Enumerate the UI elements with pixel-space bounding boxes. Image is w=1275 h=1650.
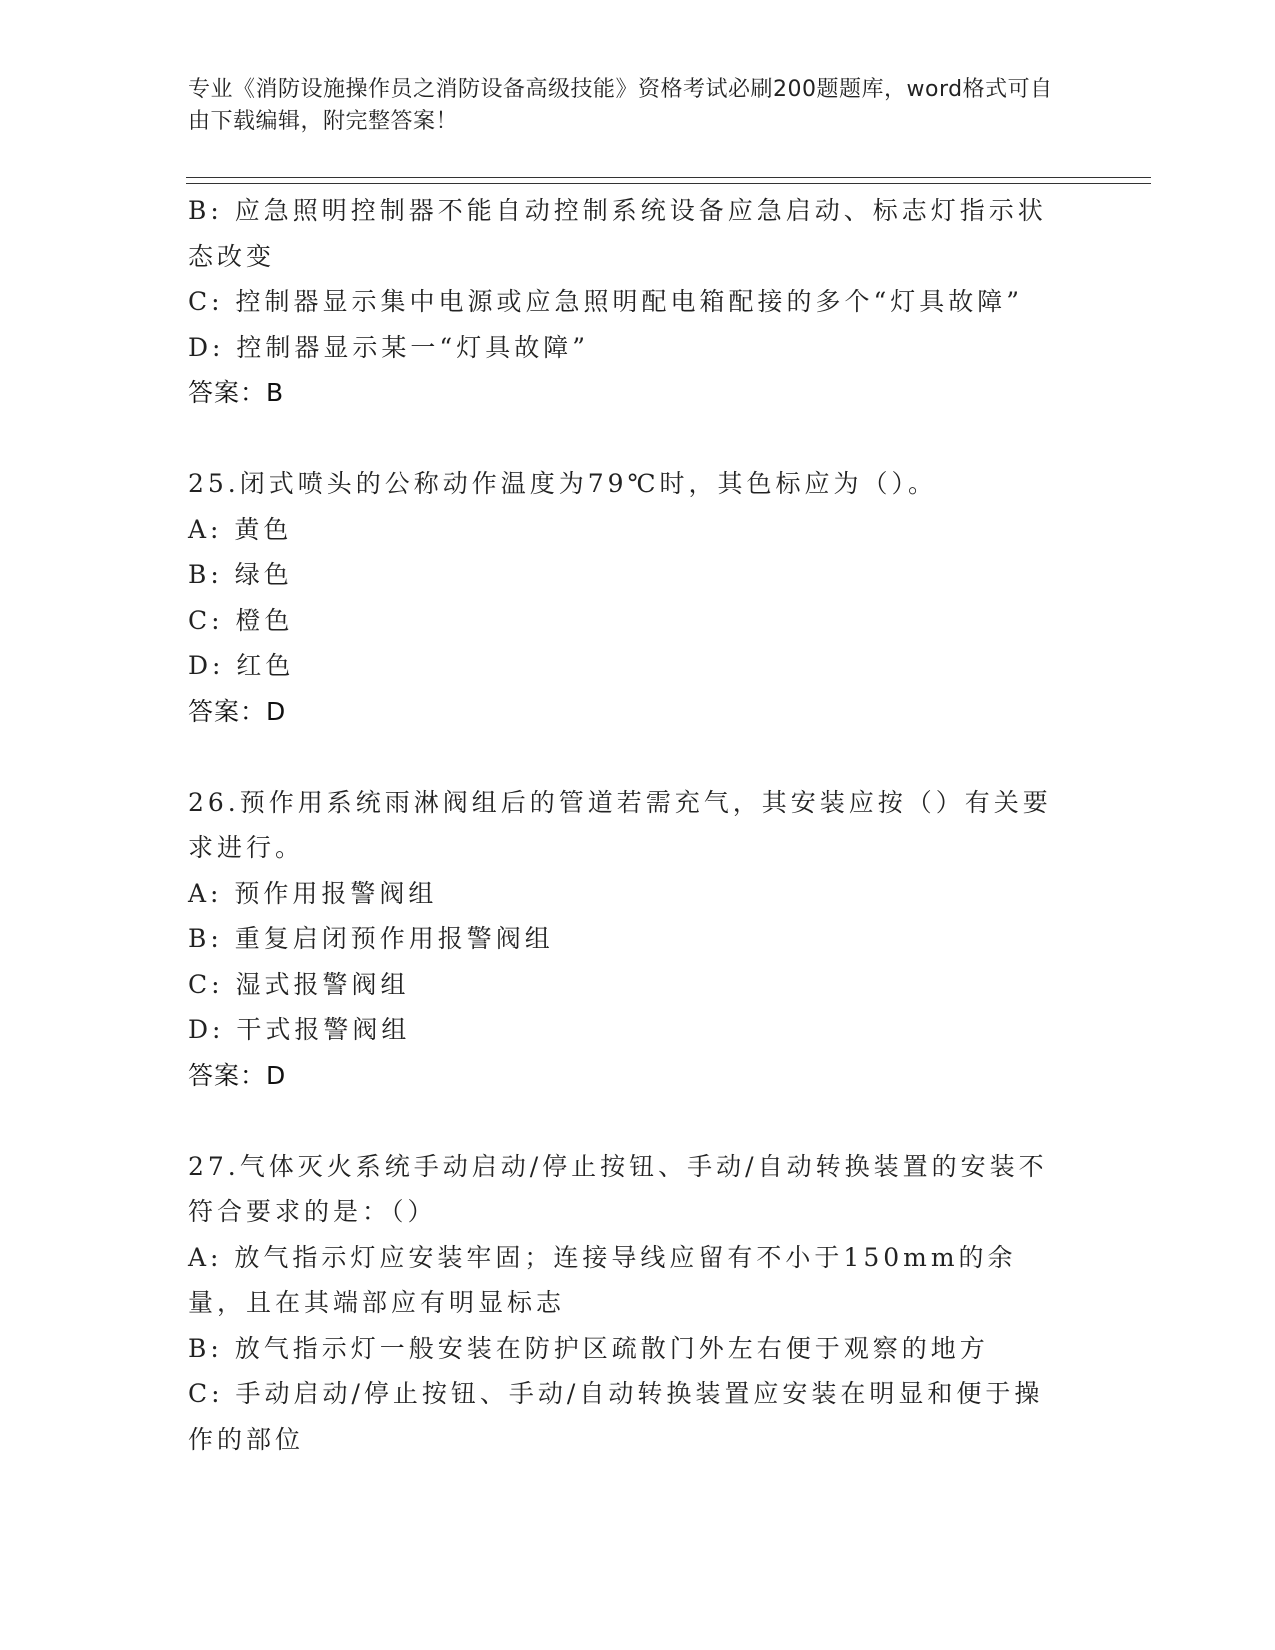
option-a: A: 黄色 — [188, 514, 293, 544]
question-stem: 25.闭式喷头的公称动作温度为79℃时，其色标应为（）。 — [188, 469, 938, 498]
option-d: D: 控制器显示某一“灯具故障” — [188, 332, 589, 362]
question-content — [188, 188, 1068, 1462]
header-rule-thick — [186, 177, 1151, 178]
page-header: 专业《消防设施操作员之消防设备高级技能》资格考试必刷200题题库，word格式可自由下载编辑，附完整答案！ — [188, 77, 1053, 134]
spacer — [188, 1098, 1068, 1144]
answer-line: 答案：B — [188, 378, 285, 407]
option-b: B: 绿色 — [188, 560, 293, 589]
option-d: D: 红色 — [188, 651, 295, 680]
option-b: B: 重复启闭预作用报警阀组 — [188, 924, 554, 953]
answer-line: 答案：D — [188, 696, 287, 726]
header-rule-thin — [186, 183, 1151, 184]
answer-line: 答案：D — [188, 1060, 287, 1090]
spacer — [188, 416, 1068, 462]
question-27 — [188, 1144, 1068, 1463]
option-c: C: 控制器显示集中电源或应急照明配电箱配接的多个“灯具故障” — [188, 287, 1024, 316]
option-a: A: 预作用报警阀组 — [188, 878, 438, 908]
question-24-continued — [188, 188, 1068, 416]
option-c: C: 手动启动/停止按钮、手动/自动转换装置应安装在明显和便于操作的部位 — [188, 1379, 1044, 1454]
option-c: C: 橙色 — [188, 605, 294, 635]
question-stem: 27.气体灭火系统手动启动/停止按钮、手动/自动转换装置的安装不符合要求的是：（） — [188, 1151, 1048, 1226]
option-d: D: 干式报警阀组 — [188, 1015, 411, 1044]
option-b: B: 应急照明控制器不能自动控制系统设备应急启动、标志灯指示状态改变 — [188, 196, 1047, 271]
question-26 — [188, 780, 1068, 1099]
question-25 — [188, 461, 1068, 734]
spacer — [188, 734, 1068, 780]
option-c: C: 湿式报警阀组 — [188, 969, 410, 999]
question-stem: 26.预作用系统雨淋阀组后的管道若需充气，其安装应按（）有关要求进行。 — [188, 787, 1052, 862]
option-a: A: 放气指示灯应安装牢固；连接导线应留有不小于150mm的余量，且在其端部应有明显标志 — [188, 1242, 1017, 1317]
option-b: B: 放气指示灯一般安装在防护区疏散门外左右便于观察的地方 — [188, 1333, 989, 1363]
